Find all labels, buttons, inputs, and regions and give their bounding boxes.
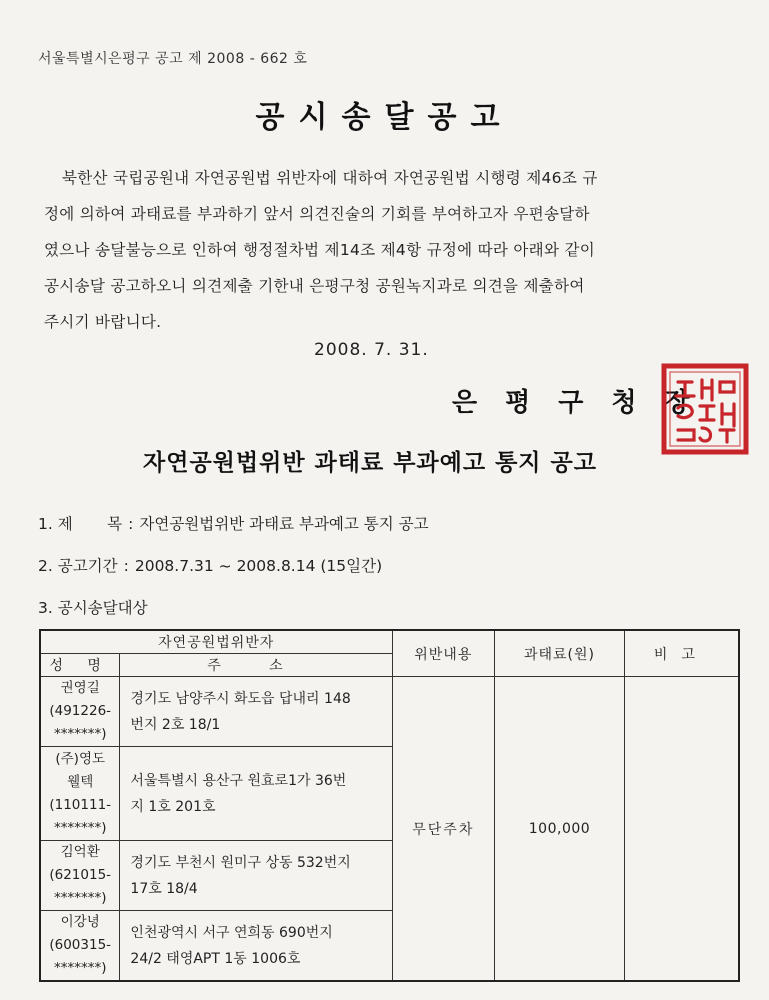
violator-name: 이강녕 (600315- *******) — [40, 911, 120, 982]
remarks-cell — [624, 677, 739, 982]
signer-title: 은평구청장 — [452, 388, 718, 418]
violation-content: 무단주차 — [392, 677, 495, 982]
item-targets: 3. 공시송달대상 — [38, 599, 148, 617]
table-group-header: 자연공원법위반자 — [40, 630, 392, 654]
notice-reference-number: 서울특별시은평구 공고 제 2008 - 662 호 — [38, 51, 308, 67]
body-line: 공시송달 공고하오니 의견제출 기한내 은평구청 공원녹지과로 의견을 제출하여 — [44, 277, 585, 295]
violator-address: 경기도 부천시 원미구 상동 532번지 17호 18/4 — [120, 841, 392, 911]
violator-name: (주)영도 웰텍 (110111- *******) — [40, 747, 120, 841]
violator-table — [39, 629, 740, 982]
item-period-label: 2. 공고기간 — [38, 557, 118, 575]
item-subject: 1. 제 목 : 자연공원법위반 과태료 부과예고 통지 공고 — [38, 515, 429, 533]
body-line: 였으나 송달불능으로 인하여 행정절차법 제14조 제4항 규정에 따라 아래와 같이 — [44, 241, 595, 259]
body-line: 북한산 국립공원내 자연공원법 위반자에 대하여 자연공원법 시행령 제46조 규 — [62, 169, 598, 187]
item-period: 2. 공고기간 : 2008.7.31 ~ 2008.8.14 (15일간) — [38, 557, 383, 575]
item-period-value: 2008.7.31 ~ 2008.8.14 (15일간) — [134, 557, 383, 575]
violator-name: 김억환 (621015- *******) — [40, 841, 120, 911]
official-seal-icon — [654, 358, 754, 458]
violator-address: 서울특별시 용산구 원효로1가 36번 지 1호 201호 — [120, 747, 392, 841]
column-header-violation: 위반내용 — [392, 630, 495, 677]
notice-body — [44, 160, 734, 340]
item-subject-value: 자연공원법위반 과태료 부과예고 통지 공고 — [139, 515, 429, 533]
violator-name: 권영길 (491226- *******) — [40, 677, 120, 747]
page-title: 공시송달공고 — [255, 100, 514, 135]
notice-date: 2008. 7. 31. — [314, 340, 429, 360]
table-row — [40, 677, 739, 747]
column-header-address: 주 소 — [120, 654, 392, 677]
column-header-name: 성 명 — [40, 654, 120, 677]
violator-address: 인천광역시 서구 연희동 690번지 24/2 태영APT 1동 1006호 — [120, 911, 392, 982]
body-line: 주시기 바랍니다. — [44, 313, 162, 331]
item-subject-label: 1. 제 목 — [38, 515, 123, 533]
fine-amount: 100,000 — [495, 677, 625, 982]
notice-subtitle: 자연공원법위반 과태료 부과예고 통지 공고 — [143, 450, 597, 476]
column-header-fine: 과태료(원) — [495, 630, 625, 677]
column-header-remarks: 비고 — [624, 630, 739, 677]
body-line: 정에 의하여 과태료를 부과하기 앞서 의견진술의 기회를 부여하고자 우편송달하 — [44, 205, 590, 223]
violator-address: 경기도 남양주시 화도읍 답내리 148 번지 2호 18/1 — [120, 677, 392, 747]
